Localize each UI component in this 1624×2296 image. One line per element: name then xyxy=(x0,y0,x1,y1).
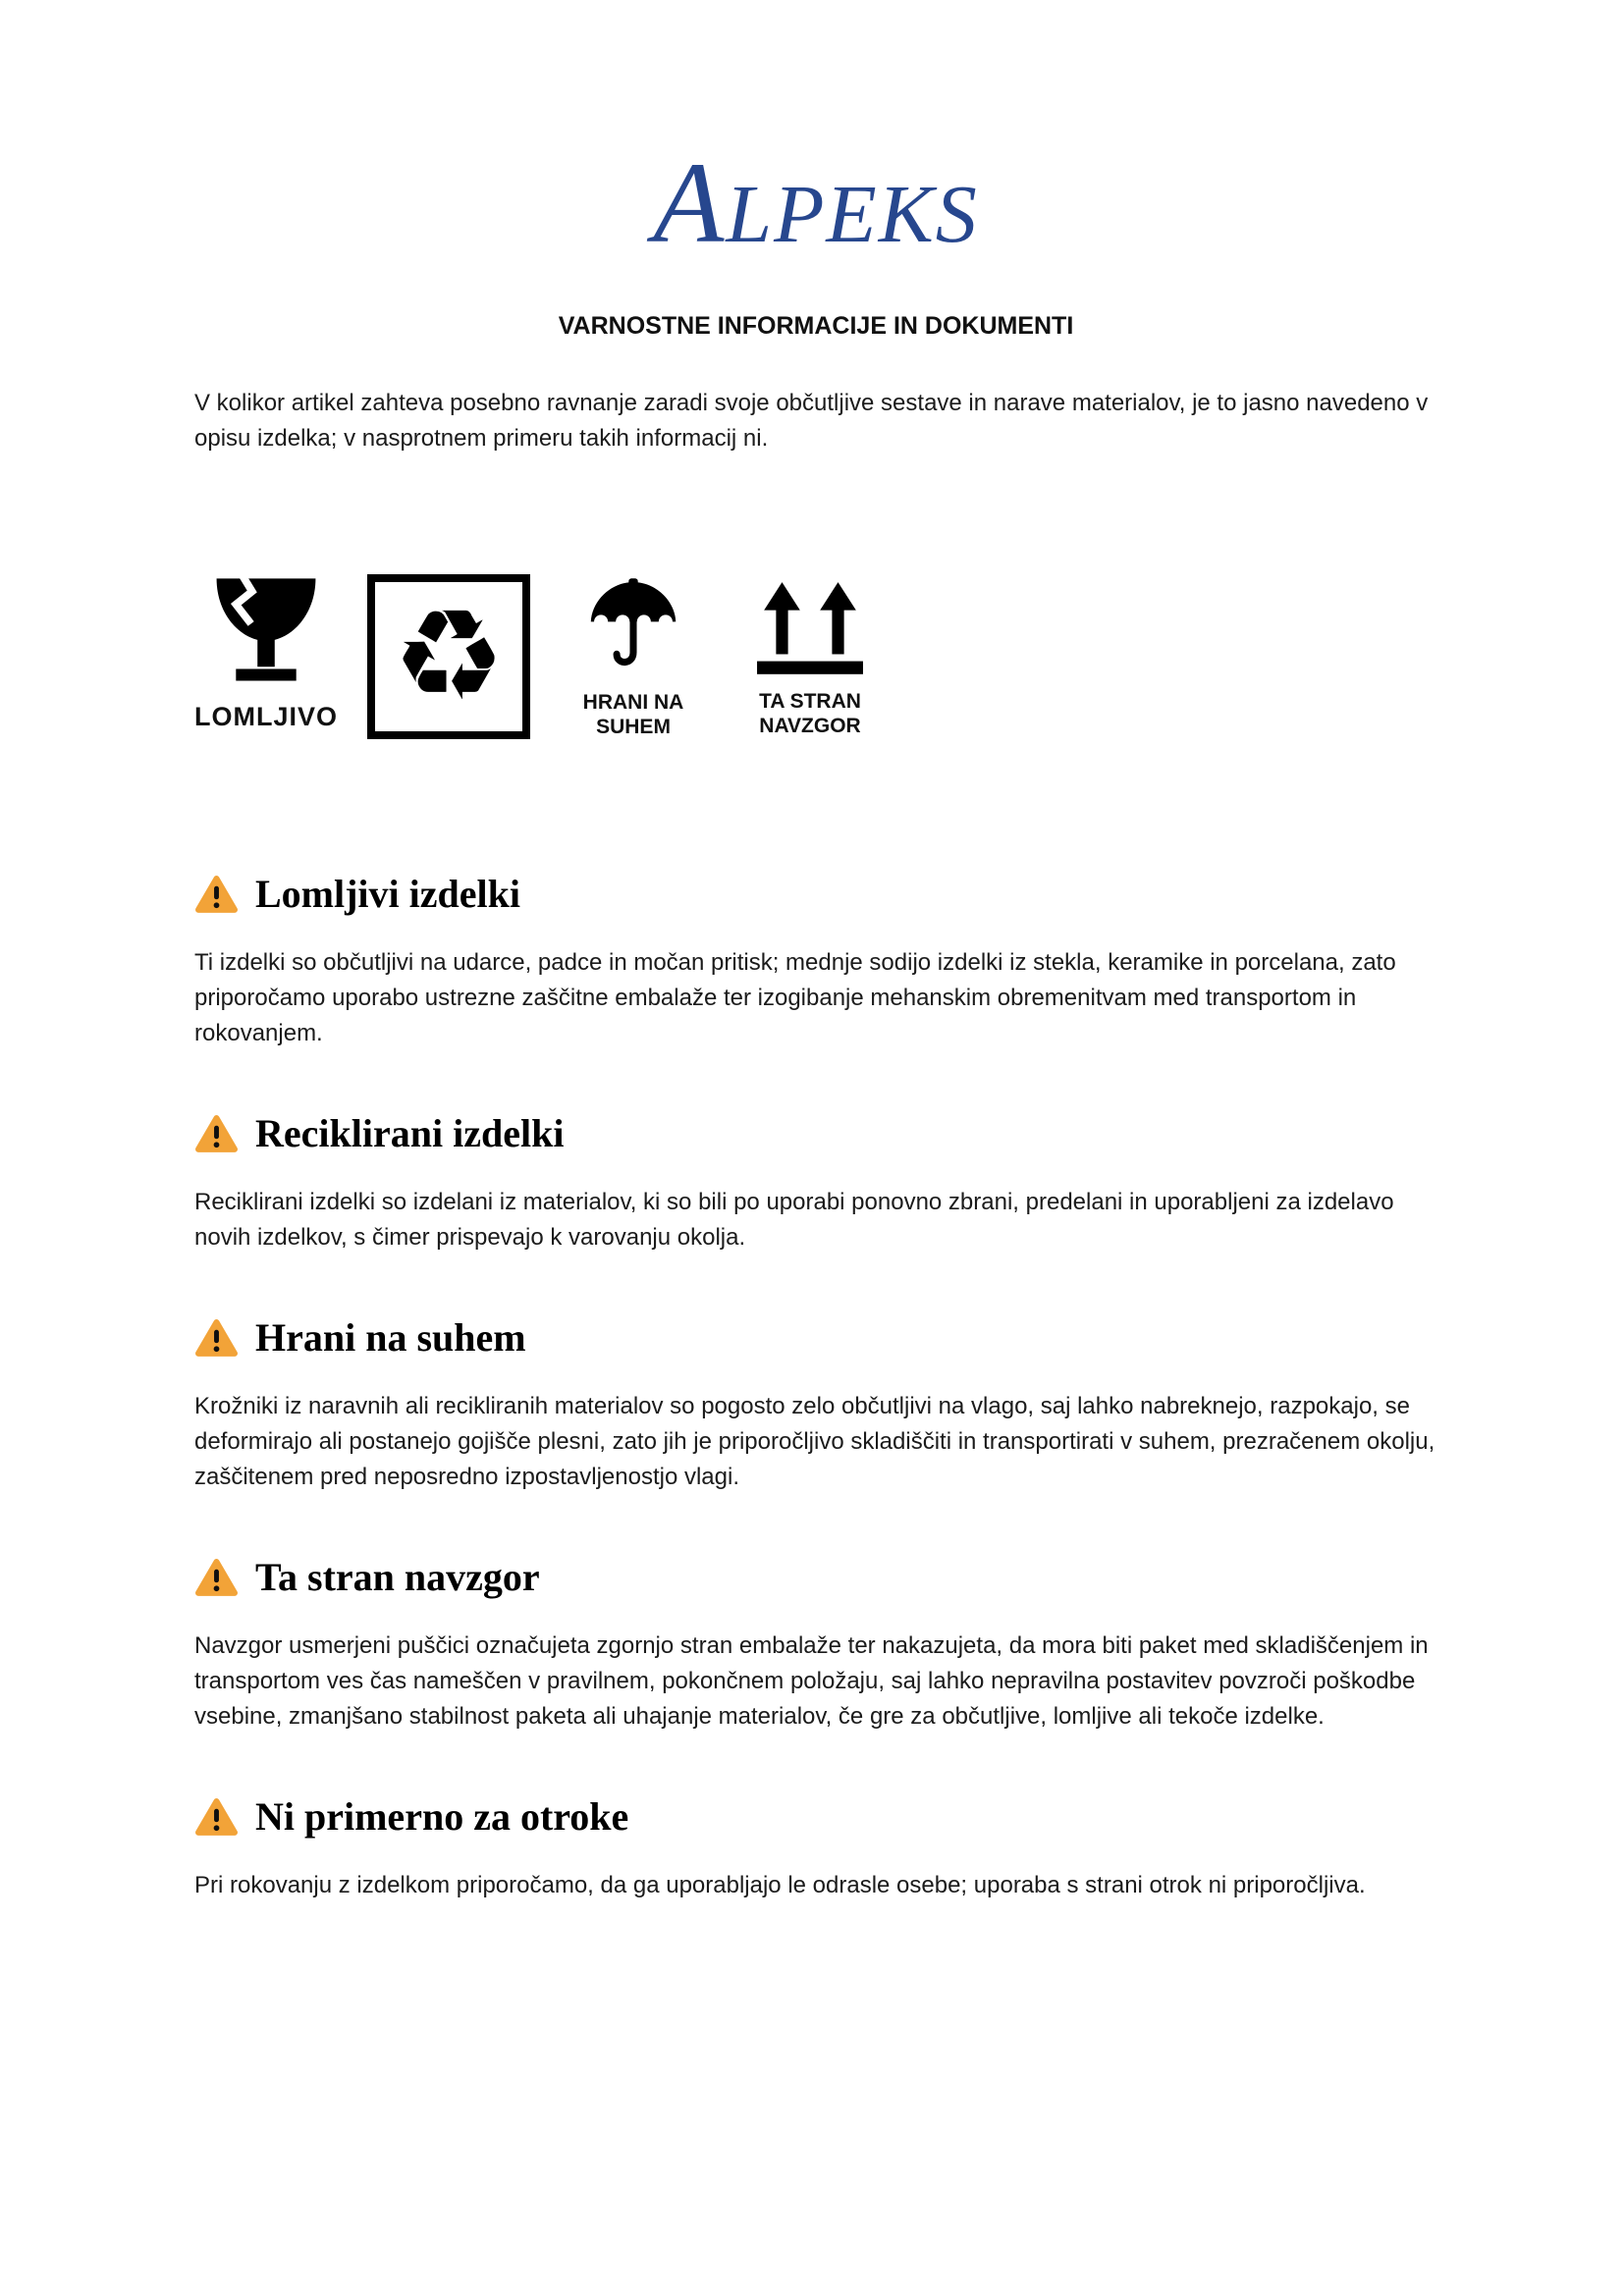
section-ta-stran-navzgor xyxy=(194,1554,1437,1735)
section-body: Reciklirani izdelki so izdelani iz materialov, ki so bili po uporabi ponovno zbrani, predelani in uporabljeni za izdelavo novih izdelkov, s čimer prispevajo k varovanju okolja. xyxy=(194,1189,1394,1251)
document-title: VARNOSTNE INFORMACIJE IN DOKUMENTI xyxy=(558,312,1074,340)
warning-triangle-icon xyxy=(194,1318,239,1359)
section-ni-primerno-za-otroke xyxy=(194,1793,1437,1903)
logo-rest: LPEKS xyxy=(726,169,979,260)
section-title: Ni primerno za otroke xyxy=(255,1794,629,1839)
fragile-glass-icon xyxy=(201,574,331,686)
warning-triangle-icon xyxy=(194,1558,239,1598)
this-side-up-symbol xyxy=(736,574,884,738)
section-heading xyxy=(194,871,1437,918)
warning-triangle-icon xyxy=(194,1797,239,1838)
umbrella-icon xyxy=(587,578,679,678)
section-hrani-na-suhem xyxy=(194,1314,1437,1495)
packaging-symbols-row xyxy=(194,574,1437,739)
intro-paragraph: V kolikor artikel zahteva posebno ravnanje zaradi svoje občutljive sestave in narave materialov, je to jasno navedeno v opisu izdelka; v nasprotnem primeru takih informacij ni. xyxy=(194,390,1429,452)
section-reciklirani-izdelki xyxy=(194,1110,1437,1255)
section-title: Lomljivi izdelki xyxy=(255,872,520,916)
section-heading xyxy=(194,1110,1437,1157)
section-heading xyxy=(194,1793,1437,1841)
warning-triangle-icon xyxy=(194,875,239,915)
section-heading xyxy=(194,1554,1437,1601)
keep-dry-label: HRANI NA SUHEM xyxy=(582,691,684,738)
recycling-symbol-box xyxy=(367,574,530,739)
this-side-up-icon xyxy=(755,582,865,677)
warning-triangle-icon xyxy=(194,1114,239,1154)
section-title: Reciklirani izdelki xyxy=(255,1111,565,1155)
section-body: Navzgor usmerjeni puščici označujeta zgornjo stran embalaže ter nakazujeta, da mora biti paket med skladiščenjem in transportom ves čas nameščen v pravilnem, pokončnem položaju, saj lahko nepravilna postavitev povzroči poškodbe vsebine, zmanjšano stabilnost paketa ali uhajanje materialov, če gre za občutljive, lomljive ali tekoče izdelke. xyxy=(194,1632,1429,1730)
fragile-label: LOMLJIVO xyxy=(194,702,339,731)
section-title: Ta stran navzgor xyxy=(255,1555,540,1599)
alpeks-logo xyxy=(194,0,1437,267)
keep-dry-symbol xyxy=(560,574,707,739)
section-body: Krožniki iz naravnih ali recikliranih materialov so pogosto zelo občutljivi na vlago, saj lahko nabreknejo, razpokajo, se deformirajo ali postanejo gojišče plesni, zato jih je priporočljivo skladiščiti in transportirati v suhem, prezračenem okolju, zaščitenem pred neposredno izpostavljenostjo vlagi. xyxy=(194,1393,1435,1490)
recycling-icon: ♻ xyxy=(392,583,506,729)
section-heading xyxy=(194,1314,1437,1362)
section-title: Hrani na suhem xyxy=(255,1315,526,1360)
recycling-symbol xyxy=(367,574,530,739)
section-lomljivi-izdelki xyxy=(194,871,1437,1051)
section-body: Ti izdelki so občutljivi na udarce, padce in močan pritisk; mednje sodijo izdelki iz stekla, keramike in porcelana, zato priporočamo uporabo ustrezne zaščitne embalaže ter izogibanje mehanskim obremenitvam med transportom in rokovanjem. xyxy=(194,949,1396,1046)
fragile-symbol xyxy=(194,574,338,732)
this-side-up-label: TA STRAN NAVZGOR xyxy=(759,690,861,737)
logo-first-letter: A xyxy=(653,138,727,267)
section-body: Pri rokovanju z izdelkom priporočamo, da ga uporabljajo le odrasle osebe; uporaba s strani otrok ni priporočljiva. xyxy=(194,1872,1366,1898)
